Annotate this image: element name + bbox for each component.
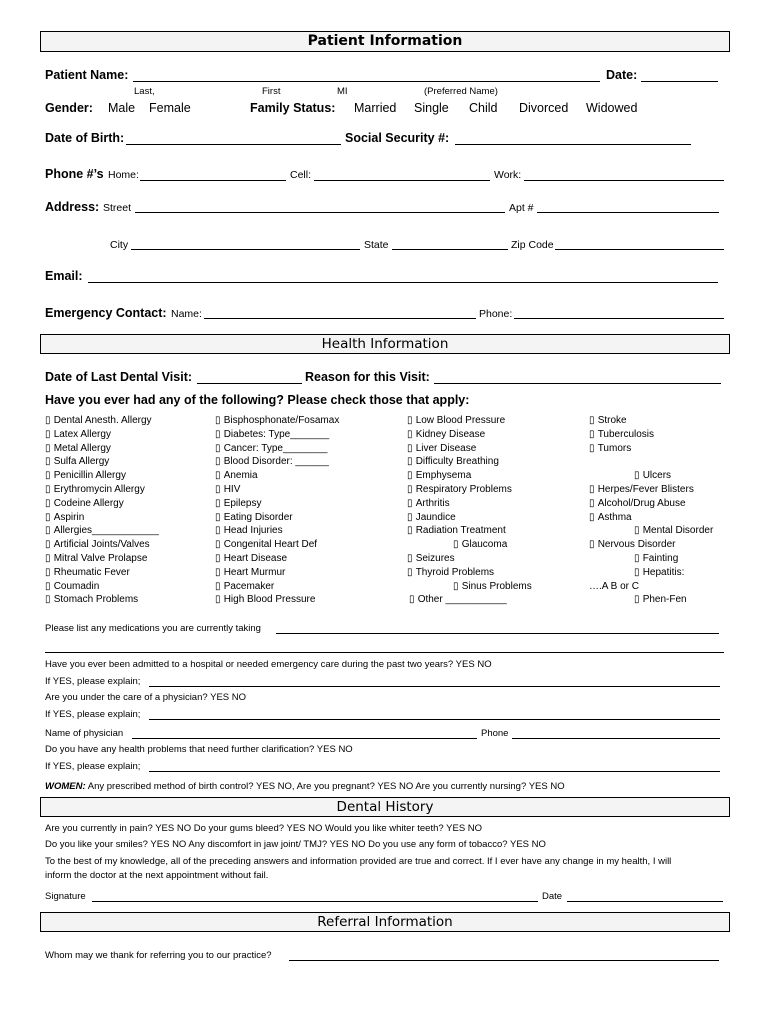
checkbox-icon[interactable]: ▯ [215,428,224,440]
referral-information-header: Referral Information [40,912,730,932]
checkbox-icon[interactable]: ▯ [45,553,54,564]
zip-field[interactable] [555,249,724,250]
emergency-name-label: Name: [171,308,202,320]
condition-label: Penicillin Allergy [53,470,126,482]
checkbox-icon[interactable]: ▯ [215,511,224,523]
condition-item[interactable] [407,429,485,440]
hospital-explain-label: If YES, please explain; [45,676,141,687]
signature-date-field[interactable] [567,901,723,902]
women-question-text: Any prescribed method of birth control? YES NO, Are you pregnant? YES NO Are you currently nursing? YES NO [85,781,565,792]
checkbox-icon[interactable]: ▯ [45,594,54,606]
physician-name-field[interactable] [132,738,477,739]
condition-label: Erythromycin Allergy [53,484,145,495]
condition-label: Jaundice [415,511,456,523]
condition-label: Latex Allergy [53,428,111,440]
condition-label: Hepatitis: [642,566,685,578]
family-status-child[interactable]: Child [469,101,498,115]
date-field[interactable] [641,81,718,82]
dental-history-header: Dental History [40,797,730,817]
checkbox-icon[interactable]: ▯ [215,566,224,578]
condition-item[interactable] [215,498,262,509]
condition-label: Thyroid Problems [415,566,495,578]
condition-label: Stomach Problems [53,594,139,606]
condition-label: Emphysema [415,470,472,482]
physician-explain-label: If YES, please explain; [45,709,141,720]
checkbox-icon[interactable]: ▯ [215,484,224,495]
street-field[interactable] [135,212,505,213]
condition-label: Tuberculosis [597,428,655,440]
work-phone-field[interactable] [524,180,724,181]
condition-label: Seizures [415,553,455,564]
last-dental-visit-label: Date of Last Dental Visit: [45,370,193,384]
city-field[interactable] [131,249,360,250]
condition-label: Low Blood Pressure [415,415,506,426]
preferred-name-caption: (Preferred Name) [424,86,498,97]
family-status-widowed[interactable]: Widowed [586,101,638,115]
condition-label: Respiratory Problems [415,484,512,495]
condition-item[interactable] [45,594,138,605]
gender-female-option[interactable]: Female [149,101,191,115]
patient-name-label: Patient Name: [45,68,129,82]
ssn-label: Social Security #: [345,131,450,145]
condition-label: Congenital Heart Def [223,539,318,551]
condition-item[interactable] [45,525,159,536]
state-label: State [364,239,389,251]
condition-label: Dental Anesth. Allergy [53,415,152,426]
checkbox-icon[interactable]: ▯ [589,484,598,495]
condition-label: Tumors [597,442,632,454]
checkbox-icon[interactable]: ▯ [589,442,598,454]
condition-label: Asthma [597,511,632,523]
condition-item[interactable] [589,512,632,523]
condition-label: High Blood Pressure [223,594,316,606]
home-phone-field[interactable] [140,180,286,181]
condition-item[interactable] [215,594,315,605]
condition-label: Stroke [597,415,627,426]
emergency-phone-field[interactable] [514,318,724,319]
condition-label: Metal Allergy [53,442,111,454]
hospital-question: Have you ever been admitted to a hospital or needed emergency care during the past two years? YES NO [45,659,492,670]
condition-item[interactable] [45,484,145,495]
apt-label: Apt # [509,202,534,214]
condition-item[interactable] [45,415,152,426]
health-information-header: Health Information [40,334,730,354]
checkbox-icon[interactable]: ▯ [407,456,416,468]
condition-label: Allergies____________ [53,525,159,537]
condition-item[interactable] [453,581,532,592]
condition-item[interactable] [407,470,471,481]
condition-label: Coumadin [53,580,100,592]
apt-field[interactable] [537,212,719,213]
consent-statement-line-2: inform the doctor at the next appointment without fail. [45,870,269,881]
medications-field[interactable] [276,633,719,634]
checkbox-icon[interactable]: ▯ [634,525,643,537]
family-status-divorced[interactable]: Divorced [519,101,569,115]
condition-item[interactable] [409,594,507,605]
health-explain-label: If YES, please explain; [45,761,141,772]
phone-label: Phone #’s [45,167,104,181]
condition-label: Heart Murmur [223,566,286,578]
condition-item[interactable] [407,553,455,564]
city-label: City [110,239,129,251]
family-status-single[interactable]: Single [414,101,449,115]
condition-item[interactable] [407,484,512,495]
checkbox-icon[interactable]: ▯ [407,428,416,440]
checkbox-icon[interactable]: ▯ [215,539,224,551]
checkbox-icon[interactable]: ▯ [634,594,643,606]
condition-label: Epilepsy [223,497,262,509]
condition-item[interactable] [634,553,678,564]
condition-item[interactable] [45,498,124,509]
condition-item[interactable] [407,567,494,578]
dob-label: Date of Birth: [45,131,125,145]
street-label: Street [103,202,132,214]
first-name-caption: First [262,86,281,97]
physician-phone-field[interactable] [512,738,720,739]
gender-label: Gender: [45,101,93,115]
condition-label: Sinus Problems [461,580,532,592]
condition-item[interactable] [45,470,126,481]
condition-label: Mitral Valve Prolapse [53,553,148,564]
condition-label: Head Injuries [223,525,283,537]
condition-item[interactable] [589,498,686,509]
physician-phone-label: Phone [481,728,509,739]
condition-label: Ulcers [642,470,672,482]
checkbox-icon[interactable]: ▯ [634,553,643,564]
checkbox-icon[interactable]: ▯ [45,566,54,578]
checkbox-icon[interactable]: ▯ [407,497,416,509]
checkbox-icon[interactable]: ▯ [407,484,416,495]
condition-label: Mental Disorder [642,525,714,537]
condition-label: Phen-Fen [642,594,687,606]
condition-item[interactable] [407,525,506,536]
condition-label: Alcohol/Drug Abuse [597,497,686,509]
condition-item[interactable] [215,553,287,564]
checkbox-icon[interactable]: ▯ [45,511,54,523]
conditions-question: Have you ever had any of the following? Please check those that apply: [45,393,470,407]
condition-item[interactable] [215,512,293,523]
condition-label: ….A B or C [589,580,640,592]
condition-label: Bisphosphonate/Fosamax [223,415,340,426]
condition-label: Herpes/Fever Blisters [597,484,694,495]
condition-item[interactable] [634,525,713,536]
checkbox-icon[interactable]: ▯ [409,594,418,606]
email-field[interactable] [88,282,718,283]
referral-field[interactable] [289,960,719,961]
checkbox-icon[interactable]: ▯ [453,539,462,551]
condition-item[interactable] [45,512,84,523]
condition-label: Artificial Joints/Valves [53,539,150,551]
checkbox-icon[interactable]: ▯ [45,456,54,468]
checkbox-icon[interactable]: ▯ [45,539,54,551]
cell-phone-field[interactable] [314,180,490,181]
checkbox-icon[interactable]: ▯ [215,553,224,564]
condition-item[interactable] [45,539,150,550]
checkbox-icon[interactable]: ▯ [215,456,224,468]
consent-statement-line-1: To the best of my knowledge, all of the preceding answers and information provided are true and correct. If I ever have any change in my health, I will [45,856,672,867]
dental-question-2: Do you like your smiles? YES NO Any discomfort in jaw joint/ TMJ? YES NO Do you use any form of tobacco? YES NO [45,839,546,850]
checkbox-icon[interactable]: ▯ [407,525,416,537]
women-question [45,781,565,792]
family-status-label: Family Status: [250,101,336,115]
condition-label: Liver Disease [415,442,477,454]
signature-field[interactable] [92,901,538,902]
condition-item[interactable] [45,443,111,454]
signature-date-label: Date [542,891,563,902]
condition-item[interactable] [589,539,676,550]
checkbox-icon[interactable]: ▯ [45,428,54,440]
checkbox-icon[interactable]: ▯ [589,415,598,426]
condition-item[interactable] [215,567,285,578]
reason-for-visit-label: Reason for this Visit: [305,370,430,384]
condition-item[interactable] [215,484,240,495]
condition-item[interactable] [215,525,283,536]
condition-item[interactable] [45,567,130,578]
checkbox-icon[interactable]: ▯ [407,553,416,564]
dob-field[interactable] [126,144,341,145]
date-label: Date: [606,68,638,82]
last-dental-visit-field[interactable] [197,383,302,384]
condition-item[interactable] [215,456,329,467]
medications-field-2[interactable] [45,652,724,653]
checkbox-icon[interactable]: ▯ [45,580,54,592]
checkbox-icon[interactable]: ▯ [407,470,416,482]
condition-item[interactable] [45,553,147,564]
reason-for-visit-field[interactable] [434,383,721,384]
condition-item[interactable] [215,470,258,481]
condition-label: Radiation Treatment [415,525,506,537]
condition-label: Nervous Disorder [597,539,676,551]
patient-name-field[interactable] [133,81,600,82]
checkbox-icon[interactable]: ▯ [407,566,416,578]
condition-item[interactable] [589,429,654,440]
checkbox-icon[interactable]: ▯ [45,415,54,426]
checkbox-icon[interactable]: ▯ [407,442,416,454]
condition-item[interactable] [215,539,317,550]
last-name-caption: Last, [134,86,155,97]
checkbox-icon[interactable]: ▯ [45,470,54,482]
condition-item[interactable] [215,581,274,592]
condition-label: Aspirin [53,511,85,523]
middle-initial-caption: MI [337,86,348,97]
checkbox-icon[interactable]: ▯ [589,539,598,551]
state-field[interactable] [392,249,508,250]
condition-label: Pacemaker [223,580,275,592]
email-label: Email: [45,269,83,283]
home-phone-label: Home: [108,169,139,181]
physician-name-label: Name of physician [45,728,124,739]
condition-item[interactable] [634,594,687,605]
physician-question: Are you under the care of a physician? YES NO [45,692,247,703]
checkbox-icon[interactable]: ▯ [589,511,598,523]
condition-label: Other ___________ [417,594,507,606]
work-phone-label: Work: [494,169,522,181]
checkbox-icon[interactable]: ▯ [589,428,598,440]
health-problems-question: Do you have any health problems that need further clarification? YES NO [45,744,353,755]
emergency-contact-label: Emergency Contact: [45,306,167,320]
condition-item[interactable] [407,512,456,523]
checkbox-icon[interactable]: ▯ [45,525,54,537]
cell-phone-label: Cell: [290,169,312,181]
condition-item[interactable] [634,567,684,578]
checkbox-icon[interactable]: ▯ [215,497,224,509]
checkbox-icon[interactable]: ▯ [634,566,643,578]
condition-item[interactable] [589,443,631,454]
condition-label: Kidney Disease [415,428,486,440]
condition-label: Sulfa Allergy [53,456,110,468]
checkbox-icon[interactable]: ▯ [453,580,462,592]
condition-item[interactable] [407,456,499,467]
checkbox-icon[interactable]: ▯ [215,594,224,606]
condition-label: HIV [223,484,241,495]
checkbox-icon[interactable]: ▯ [634,470,643,482]
condition-label: Fainting [642,553,679,564]
condition-item[interactable] [215,429,329,440]
address-label: Address: [45,200,100,214]
checkbox-icon[interactable]: ▯ [589,497,598,509]
condition-label: Difficulty Breathing [415,456,499,468]
signature-label: Signature [45,891,86,902]
condition-label: Cancer: Type________ [223,442,328,454]
checkbox-icon[interactable]: ▯ [215,580,224,592]
condition-item[interactable] [453,539,507,550]
condition-item[interactable] [45,456,109,467]
condition-label: Anemia [223,470,258,482]
condition-item[interactable] [407,415,505,426]
checkbox-icon[interactable]: ▯ [407,511,416,523]
emergency-phone-label: Phone: [479,308,513,320]
ssn-field[interactable] [455,144,691,145]
checkbox-icon[interactable]: ▯ [215,470,224,482]
condition-item[interactable] [407,498,450,509]
emergency-name-field[interactable] [204,318,476,319]
condition-item[interactable] [215,415,339,426]
condition-label: Rheumatic Fever [53,566,130,578]
checkbox-icon[interactable]: ▯ [215,442,224,454]
condition-item[interactable] [45,581,99,592]
condition-label: Glaucoma [461,539,508,551]
condition-label: Heart Disease [223,553,288,564]
women-label: WOMEN: [45,781,86,792]
physician-explain-field[interactable] [149,719,720,720]
condition-label: Diabetes: Type_______ [223,428,330,440]
condition-label: Arthritis [415,497,450,509]
condition-label: Codeine Allergy [53,497,124,509]
checkbox-icon[interactable]: ▯ [45,484,54,495]
checkbox-icon[interactable]: ▯ [215,525,224,537]
condition-label: Blood Disorder: ______ [223,456,329,468]
checkbox-icon[interactable]: ▯ [215,415,224,426]
hospital-explain-field[interactable] [149,686,720,687]
checkbox-icon[interactable]: ▯ [45,497,54,509]
condition-item[interactable] [634,470,671,481]
condition-item[interactable] [589,415,627,426]
patient-information-header: Patient Information [40,31,730,52]
dental-question-1: Are you currently in pain? YES NO Do your gums bleed? YES NO Would you like whiter teeth? YES NO [45,823,483,834]
zip-label: Zip Code [511,239,554,251]
checkbox-icon[interactable]: ▯ [45,442,54,454]
gender-male-option[interactable]: Male [108,101,136,115]
condition-item[interactable] [407,443,476,454]
condition-item[interactable] [589,581,639,592]
condition-item[interactable] [589,484,694,495]
family-status-married[interactable]: Married [354,101,397,115]
condition-label: Eating Disorder [223,511,293,523]
medications-label: Please list any medications you are currently taking [45,623,261,634]
checkbox-icon[interactable]: ▯ [407,415,416,426]
condition-item[interactable] [45,429,111,440]
referral-question: Whom may we thank for referring you to our practice? [45,950,272,961]
health-explain-field[interactable] [149,771,720,772]
condition-item[interactable] [215,443,327,454]
